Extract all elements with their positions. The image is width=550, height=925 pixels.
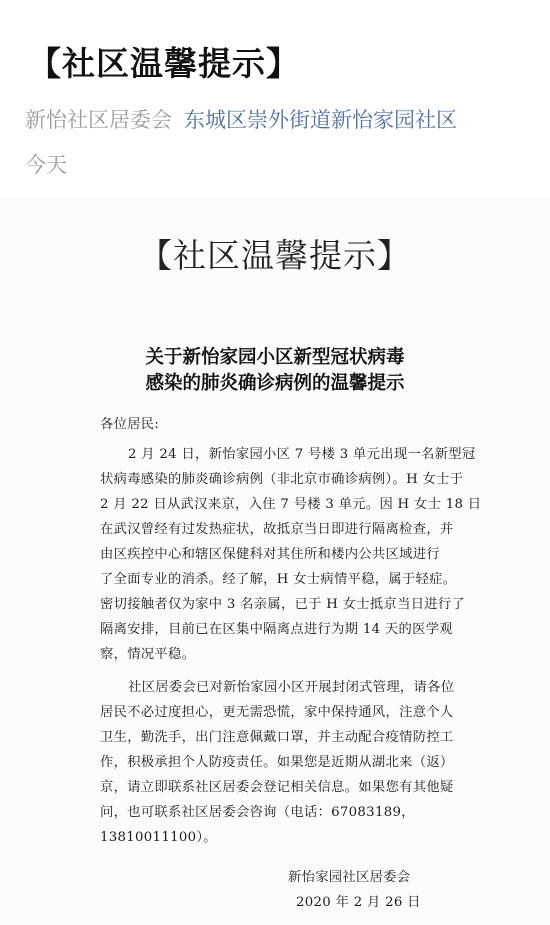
body-line: 隔离安排，目前已在区集中隔离点进行为期 14 天的医学观	[100, 622, 453, 637]
publish-time: 今天	[25, 153, 67, 177]
signature: 新怡家园社区居委会	[288, 870, 411, 885]
source-link[interactable]: 东城区崇外街道新怡家园社区	[184, 108, 457, 132]
body-line: 居民不必过度担心，更无需恐慌，家中保持通风，注意个人	[100, 705, 454, 720]
body-line: 13810011100）。	[100, 830, 217, 845]
body-line: 2 月 24 日，新怡家园小区 7 号楼 3 单元出现一名新型冠	[128, 447, 476, 462]
body-line: 京，请立即联系社区居委会登记相关信息。如果您有其他疑	[100, 780, 454, 795]
body-line: 问，也可联系社区居委会咨询（电话：67083189，	[100, 805, 415, 820]
body-line: 2 月 22 日从武汉来京，入住 7 号楼 3 单元。因 H 女士 18 日	[100, 497, 482, 512]
salutation: 各位居民:	[100, 417, 160, 432]
body-line: 在武汉曾经有过发热症状，故抵京当日即进行隔离检查，并	[100, 522, 454, 537]
article-title: 【社区温馨提示】	[28, 44, 300, 83]
body-line: 由区疾控中心和辖区保健科对其住所和楼内公共区域进行	[100, 547, 440, 562]
body-line: 察，情况平稳。	[100, 647, 196, 662]
notice-title-line: 感染的肺炎确诊病例的温馨提示	[145, 373, 405, 394]
account-name[interactable]: 新怡社区居委会	[25, 108, 172, 132]
document-date: 2020 年 2 月 26 日	[296, 895, 421, 910]
article-meta	[25, 104, 457, 134]
body-line: 了全面专业的消杀。经了解，H 女士病情平稳，属于轻症。	[100, 572, 457, 587]
body-line: 状病毒感染的肺炎确诊病例（非北京市确诊病例）。H 女士于	[100, 472, 464, 487]
document-heading: 【社区温馨提示】	[139, 236, 411, 275]
body-line: 社区居委会已对新怡家园小区开展封闭式管理，请各位	[128, 680, 455, 695]
notice-title-line: 关于新怡家园小区新型冠状病毒	[145, 347, 405, 368]
body-line: 密切接触者仅为家中 3 名亲属，已于 H 女士抵京当日进行了	[100, 597, 466, 612]
body-line: 作，积极承担个人防疫责任。如果您是近期从湖北来（返）	[100, 755, 454, 770]
body-line: 卫生，勤洗手，出门注意佩戴口罩，并主动配合疫情防控工	[100, 730, 454, 745]
